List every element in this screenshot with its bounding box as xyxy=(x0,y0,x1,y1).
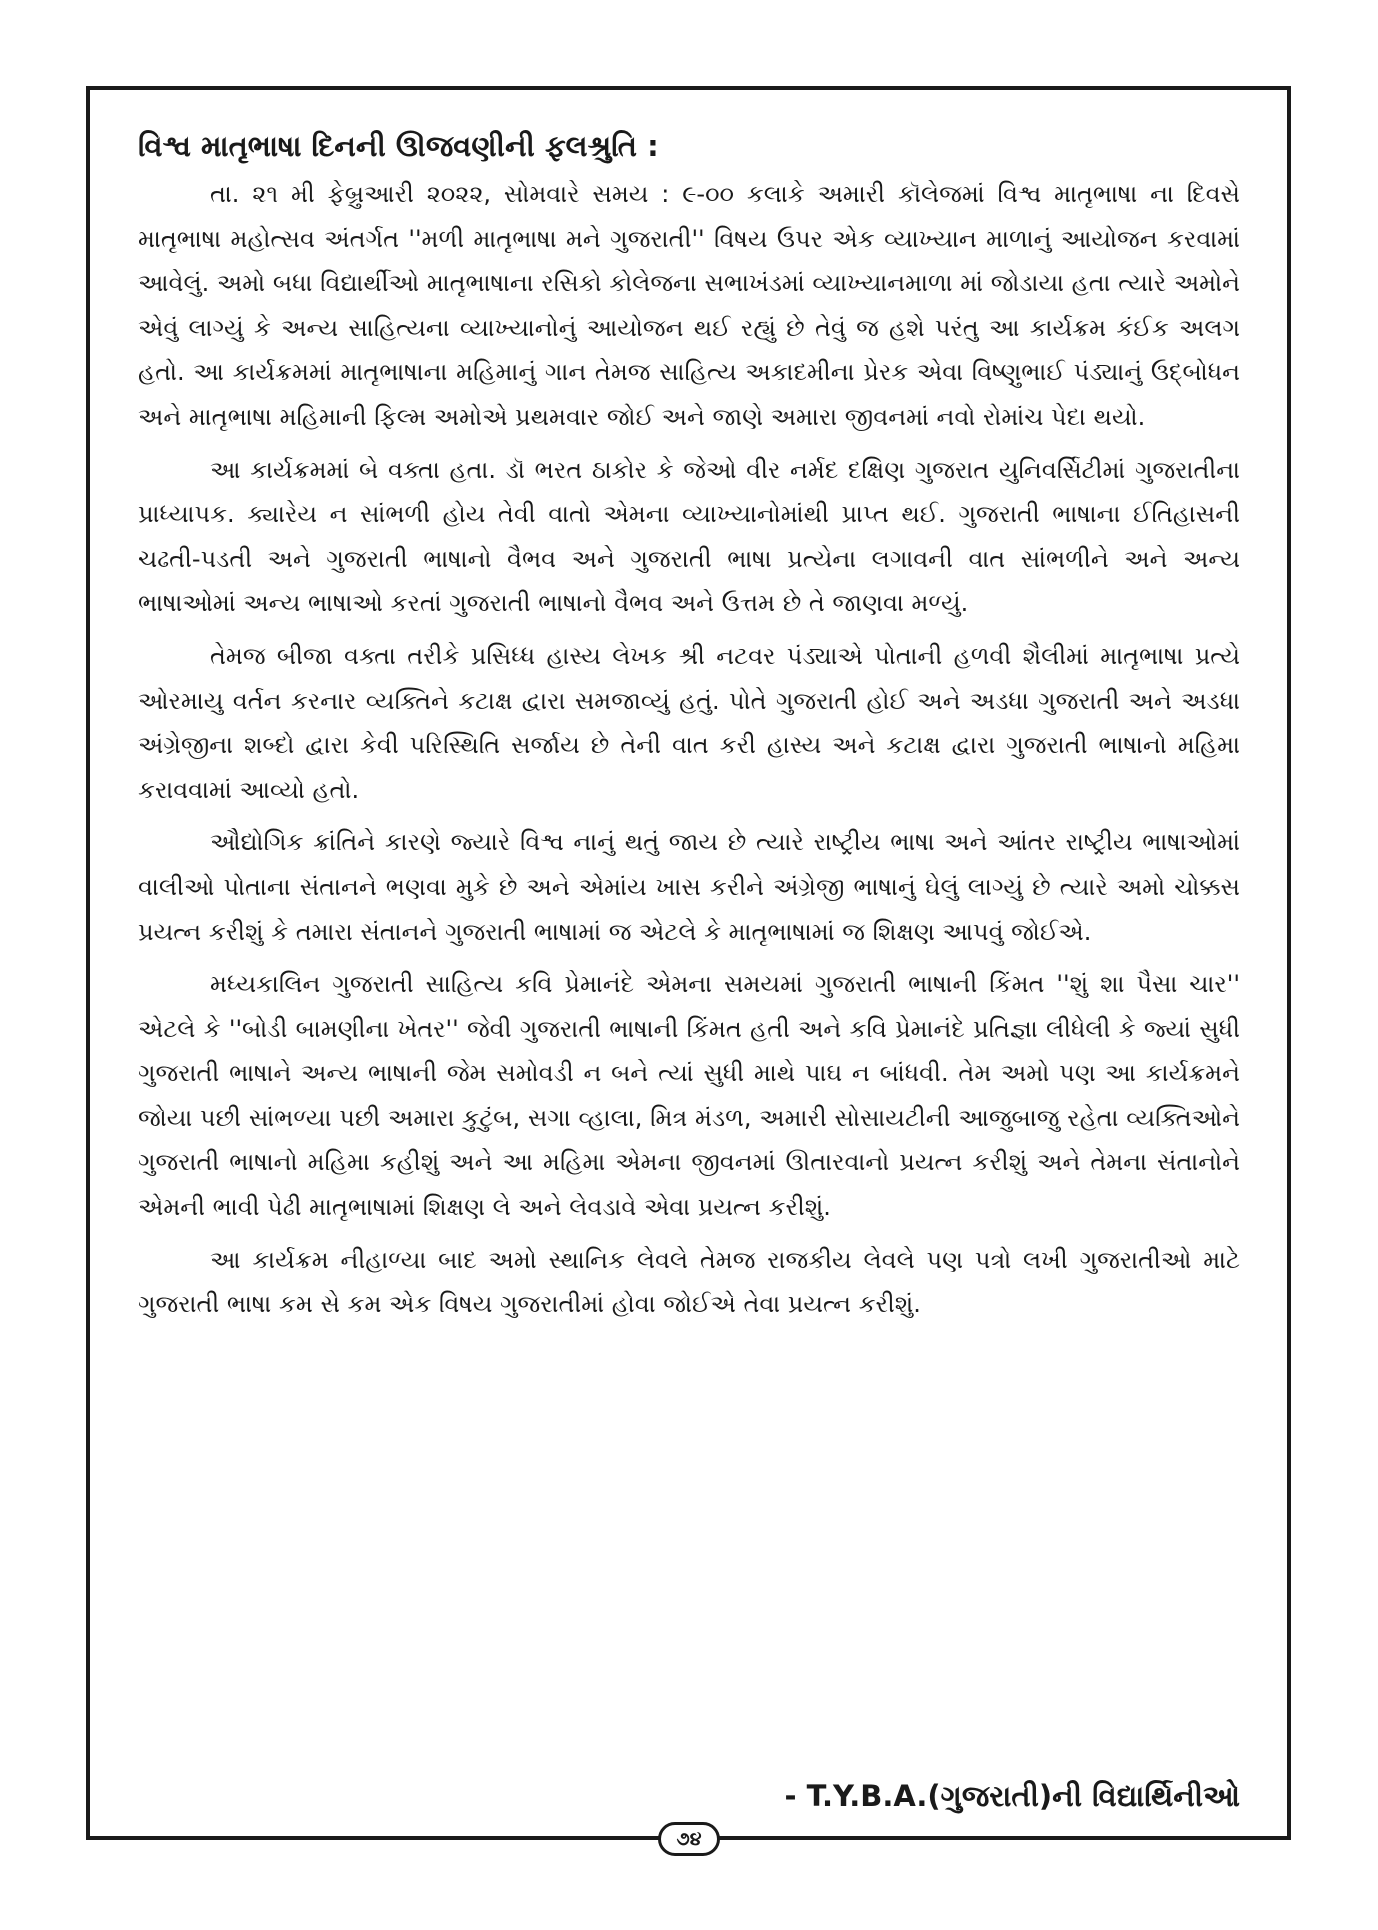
paragraph-4: ઔદ્યોગિક ક્રાંતિને કારણે જ્યારે વિશ્વ નાનું થતું જાય છે ત્યારે રાષ્ટ્રીય ભાષા અને આંતર રાષ્ટ્રીય ભાષાઓમાં વાલીઓ પોતાના સંતાનને ભણવા મુકે છે અને એમાંય ખાસ કરીને અંગ્રેજી ભાષાનું ઘેલું લાગ્યું છે ત્યારે અમો ચોક્કસ પ્રયત્ન કરીશું કે તમારા સંતાનને ગુજરાતી ભાષામાં જ એટલે કે માતૃભાષામાં જ શિક્ષણ આપવું જોઈએ. xyxy=(138,828,1240,946)
paragraph-3: તેમજ બીજા વક્તા તરીકે પ્રસિધ્ધ હાસ્ય લેખક શ્રી નટવર પંડ્યાએ પોતાની હળવી શૈલીમાં માતૃભાષા પ્રત્યે ઓરમાયુ વર્તન કરનાર વ્યક્તિને કટાક્ષ દ્વારા સમજાવ્યું હતું. પોતે ગુજરાતી હોઈ અને અડધા ગુજરાતી અને અડધા અંગ્રેજીના શબ્દો દ્વારા કેવી પરિસ્થિતિ સર્જાય છે તેની વાત કરી હાસ્ય અને કટાક્ષ દ્વારા ગુજરાતી ભાષાનો મહિમા કરાવવામાં આવ્યો હતો. xyxy=(138,641,1240,804)
signature: - T.Y.B.A.(ગુજરાતી)ની વિદ્યાર્થિનીઓ xyxy=(784,1779,1240,1813)
article-heading: વિશ્વ માતૃભાષા દિનની ઊજવણીની ફલશ્રુતિ : xyxy=(138,129,659,163)
article-body xyxy=(138,122,1240,1335)
paragraph-1: તા. ૨૧ મી ફેબ્રુઆરી ૨૦૨૨, સોમવારે સમય : ૯-૦૦ કલાકે અમારી કૉલેજમાં વિશ્વ માતૃભાષા ના દિવસે માતૃભાષા મહોત્સવ અંતર્ગત ''મળી માતૃભાષા મને ગુજરાતી'' વિષય ઉપર એક વ્યાખ્યાન માળાનું આયોજન કરવામાં આવેલું. અમો બધા વિદ્યાર્થીઓ માતૃભાષાના રસિકો કોલેજના સભાખંડમાં વ્યાખ્યાનમાળા માં જોડાયા હતા ત્યારે અમોને એવું લાગ્યું કે અન્ય સાહિત્યના વ્યાખ્યાનોનું આયોજન થઈ રહ્યું છે તેવું જ હશે પરંતુ આ કાર્યક્રમ કંઈક અલગ હતો. આ કાર્યક્રમમાં માતૃભાષાના મહિમાનું ગાન તેમજ સાહિત્ય અકાદમીના પ્રેરક એવા વિષ્ણુભાઈ પંડ્યાનું ઉદ્‌બોધન અને માતૃભાષા મહિમાની ફિલ્મ અમોએ પ્રથમવાર જોઈ અને જાણે અમારા જીવનમાં નવો રોમાંચ પેદા થયો. xyxy=(138,180,1240,431)
paragraph-5: મધ્યકાલિન ગુજરાતી સાહિત્ય કવિ પ્રેમાનંદે એમના સમયમાં ગુજરાતી ભાષાની કિંમત ''શું શા પૈસા ચાર'' એટલે કે ''બોડી બામણીના ખેતર'' જેવી ગુજરાતી ભાષાની કિંમત હતી અને કવિ પ્રેમાનંદે પ્રતિજ્ઞા લીધેલી કે જ્યાં સુધી ગુજરાતી ભાષાને અન્ય ભાષાની જેમ સમોવડી ન બને ત્યાં સુધી માથે પાઘ ન બાંધવી. તેમ અમો પણ આ કાર્યક્રમને જોયા પછી સાંભળ્યા પછી અમારા કુટુંબ, સગા વ્હાલા, મિત્ર મંડળ, અમારી સોસાયટીની આજુબાજુ રહેતા વ્યક્તિઓને ગુજરાતી ભાષાનો મહિમા કહીશું અને આ મહિમા એમના જીવનમાં ઊતારવાનો પ્રયત્ન કરીશું અને તેમના સંતાનોને એમની ભાવી પેઢી માતૃભાષામાં શિક્ષણ લે અને લેવડાવે એવા પ્રયત્ન કરીશું. xyxy=(138,970,1240,1222)
paragraph-6: આ કાર્યક્રમ નીહાળ્યા બાદ અમો સ્થાનિક લેવલે તેમજ રાજકીય લેવલે પણ પત્રો લખી ગુજરાતીઓ માટે ગુજરાતી ભાષા કમ સે કમ એક વિષય ગુજરાતીમાં હોવા જોઈએ તેવા પ્રયત્ન કરીશું. xyxy=(138,1245,1240,1319)
paragraph-2: આ કાર્યક્રમમાં બે વક્તા હતા. ડૉ ભરત ઠાકોર કે જેઓ વીર નર્મદ દક્ષિણ ગુજરાત યુનિવર્સિટીમાં ગુજરાતીના પ્રાધ્યાપક. ક્યારેય ન સાંભળી હોય તેવી વાતો એમના વ્યાખ્યાનોમાંથી પ્રાપ્ત થઈ. ગુજરાતી ભાષાના ઈતિહાસની ચઢતી-પડતી અને ગુજરાતી ભાષાનો વૈભવ અને ગુજરાતી ભાષા પ્રત્યેના લગાવની વાત સાંભળીને અને અન્ય ભાષાઓમાં અન્ય ભાષાઓ કરતાં ગુજરાતી ભાષાનો વૈભવ અને ઉત્તમ છે તે જાણવા મળ્યું. xyxy=(138,455,1240,618)
page-number-badge: ૭૪ xyxy=(658,1822,720,1856)
